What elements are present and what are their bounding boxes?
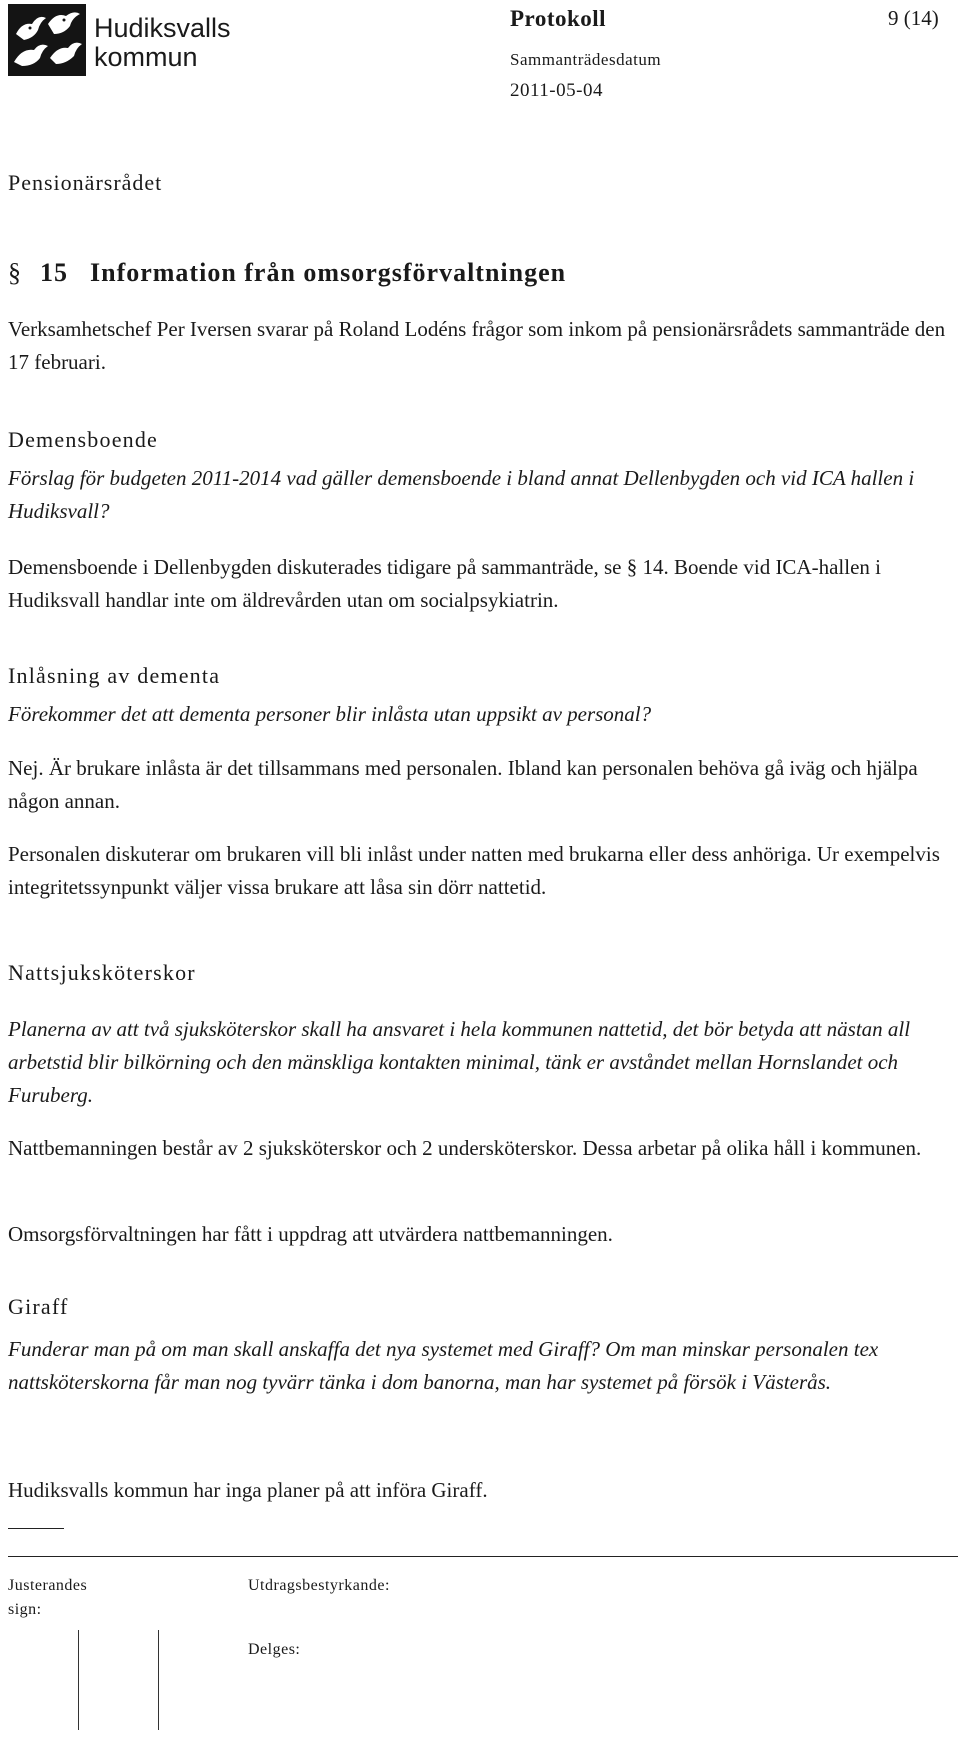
signature-box-divider xyxy=(158,1630,159,1730)
municipality-logo xyxy=(8,4,258,76)
topic-heading-giraff: Giraff xyxy=(8,1294,69,1319)
topic-heading-demensboende: Demensboende xyxy=(8,427,159,452)
topic-answer: Nej. Är brukare inlåsta är det tillsammans med personalen. Ibland kan personalen behöva gå iväg och hjälpa någon annan. xyxy=(8,756,918,813)
topic-heading-nattsjukskoterskor: Nattsjuksköterskor xyxy=(8,960,196,985)
organization-name: Pensionärsrådet xyxy=(8,170,163,195)
section-intro: Verksamhetschef Per Iversen svarar på Roland Lodéns frågor som inkom på pensionärsrådets sammanträde den 17 februari. xyxy=(8,317,946,374)
adjuster-label-line1: Justerandes xyxy=(8,1577,88,1594)
end-mark-line xyxy=(8,1528,64,1529)
section-number: 15 xyxy=(40,258,68,287)
logo-wordmark xyxy=(94,14,231,72)
section-heading xyxy=(8,258,566,288)
document-type: Protokoll xyxy=(510,6,607,31)
topic-answer: Demensboende i Dellenbygden diskuterades tidigare på sammanträde, se § 14. Boende vid ICA-hallen i Hudiksvall handlar inte om äldrevården utan om socialpsykiatrin. xyxy=(8,555,881,612)
footer-divider xyxy=(8,1556,958,1557)
excerpt-certification-label: Utdragsbestyrkande: xyxy=(248,1577,390,1594)
section-symbol: § xyxy=(8,258,22,287)
topic-heading-inlasning: Inlåsning av dementa xyxy=(8,663,221,688)
topic-answer: Nattbemanningen består av 2 sjuksköterskor och 2 undersköterskor. Dessa arbetar på olika håll i kommunen. xyxy=(8,1136,922,1160)
topic-question: Förslag för budgeten 2011-2014 vad gäller demensboende i bland annat Dellenbygden och vid ICA hallen i Hudiksvall? xyxy=(8,466,915,523)
topic-answer: Personalen diskuterar om brukaren vill bli inlåst under natten med brukarna eller dess anhöriga. Ur exempelvis integritetssynpunkt väljer vissa brukare att låsa sin dörr nattetid. xyxy=(8,842,940,899)
adjuster-label-line2: sign: xyxy=(8,1601,42,1618)
signature-box-divider xyxy=(78,1630,79,1730)
topic-question: Förekommer det att dementa personer blir inlåsta utan uppsikt av personal? xyxy=(8,702,652,726)
distributed-label: Delges: xyxy=(248,1641,301,1658)
adjuster-signature-label xyxy=(8,1574,87,1622)
meeting-date-label: Sammanträdesdatum xyxy=(510,50,662,69)
topic-answer: Omsorgsförvaltningen har fått i uppdrag att utvärdera nattbemanningen. xyxy=(8,1222,613,1246)
topic-question: Planerna av att två sjuksköterskor skall ha ansvaret i hela kommunen nattetid, det bör betyda att nästan all arbetstid blir bilkörning och den mänskliga kontakten minimal, tänk er avståndet mellan Hornslandet och Furuberg. xyxy=(8,1017,911,1107)
meeting-date-value: 2011-05-04 xyxy=(510,80,603,101)
page-number: 9 (14) xyxy=(888,6,939,30)
topic-answer: Hudiksvalls kommun har inga planer på att införa Giraff. xyxy=(8,1478,488,1502)
logo-text-line1: Hudiksvalls xyxy=(94,13,231,43)
topic-question: Funderar man på om man skall anskaffa det nya systemet med Giraff? Om man minskar personalen tex nattsköterskorna får man nog tyvärr tänka i dom banorna, man har systemet på försök i Västerås. xyxy=(8,1337,879,1394)
goat-emblem-icon xyxy=(8,4,86,76)
section-title: Information från omsorgsförvaltningen xyxy=(90,258,567,287)
logo-text-line2: kommun xyxy=(94,42,198,72)
